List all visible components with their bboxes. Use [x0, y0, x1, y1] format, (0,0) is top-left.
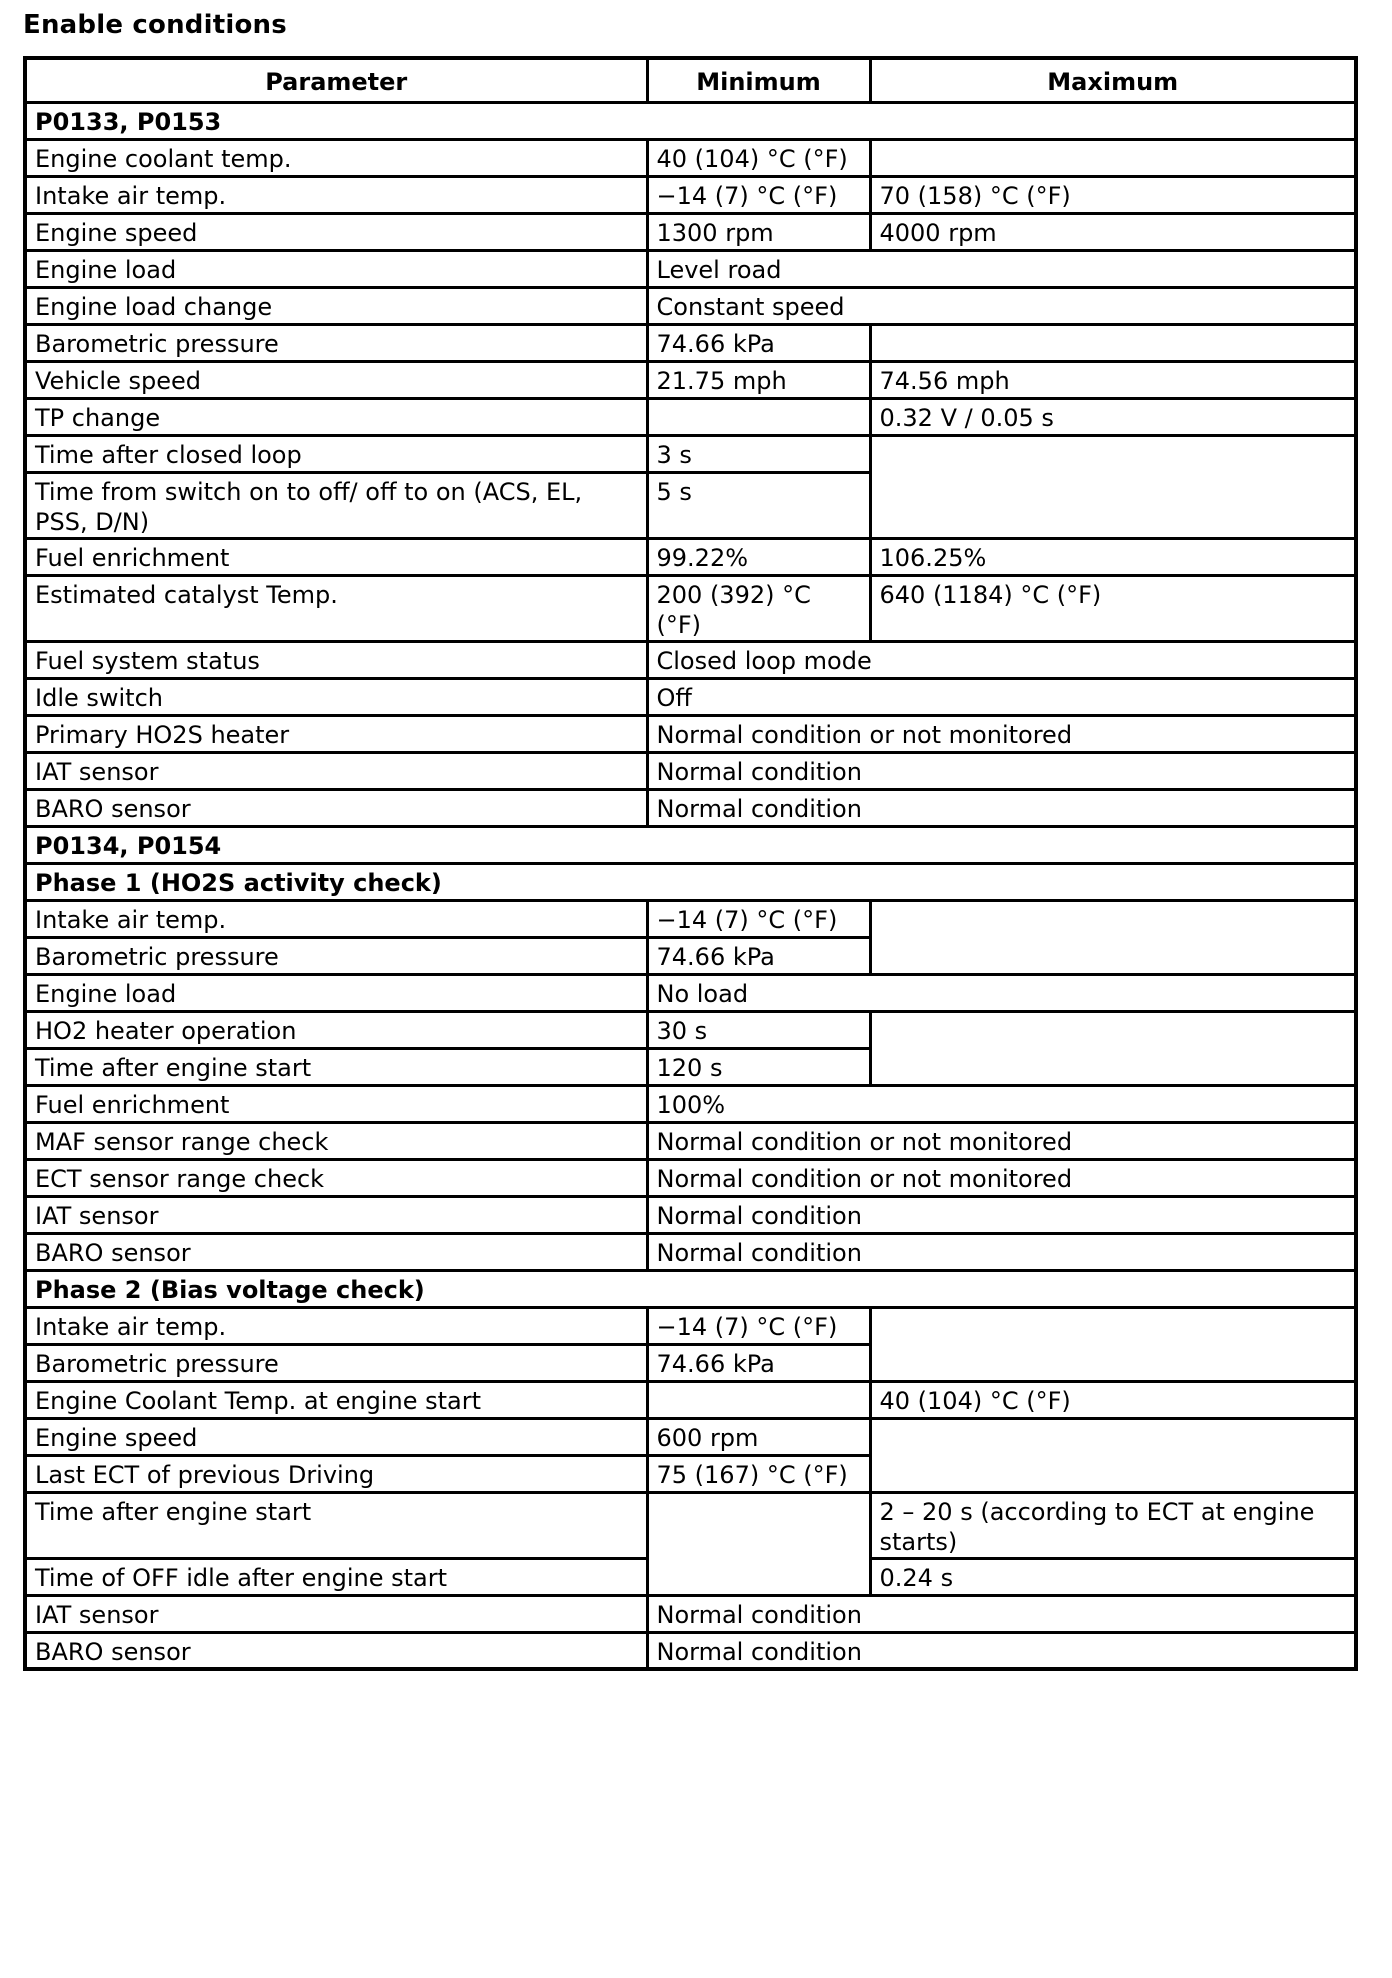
- enable-conditions-table: [23, 56, 1358, 1671]
- parameter-cell: Barometric pressure: [25, 1344, 647, 1381]
- parameter-cell: IAT sensor: [25, 1595, 647, 1632]
- value-cell: Normal condition or not monitored: [647, 715, 1356, 752]
- table-row: [25, 213, 1356, 250]
- value-cell: Closed loop mode: [647, 641, 1356, 678]
- parameter-cell: BARO sensor: [25, 1632, 647, 1669]
- table-row: [25, 575, 1356, 641]
- value-cell: No load: [647, 974, 1356, 1011]
- section-row: [25, 102, 1356, 139]
- maximum-cell: 70 (158) °C (°F): [870, 176, 1356, 213]
- table-row: [25, 678, 1356, 715]
- parameter-cell: Engine Coolant Temp. at engine start: [25, 1381, 647, 1418]
- value-cell: 100%: [647, 1085, 1356, 1122]
- maximum-cell: [870, 1307, 1356, 1381]
- phase-heading: Phase 1 (HO2S activity check): [25, 863, 1356, 900]
- table-row: [25, 1122, 1356, 1159]
- table-row: [25, 715, 1356, 752]
- section-heading: P0133, P0153: [25, 102, 1356, 139]
- parameter-cell: Time from switch on to off/ off to on (ACS, EL, PSS, D/N): [25, 472, 647, 538]
- table-row: [25, 538, 1356, 575]
- minimum-cell: 21.75 mph: [647, 361, 870, 398]
- parameter-cell: Barometric pressure: [25, 937, 647, 974]
- parameter-cell: MAF sensor range check: [25, 1122, 647, 1159]
- table-row: [25, 789, 1356, 826]
- value-cell: Normal condition or not monitored: [647, 1159, 1356, 1196]
- table-row: [25, 361, 1356, 398]
- parameter-cell: Barometric pressure: [25, 324, 647, 361]
- value-cell: Constant speed: [647, 287, 1356, 324]
- table-row: [25, 1233, 1356, 1270]
- value-cell: Normal condition or not monitored: [647, 1122, 1356, 1159]
- minimum-cell: [647, 1381, 870, 1418]
- parameter-cell: Fuel enrichment: [25, 1085, 647, 1122]
- parameter-cell: ECT sensor range check: [25, 1159, 647, 1196]
- maximum-cell: 0.32 V / 0.05 s: [870, 398, 1356, 435]
- minimum-cell: 120 s: [647, 1048, 870, 1085]
- minimum-cell: 99.22%: [647, 538, 870, 575]
- minimum-cell: 74.66 kPa: [647, 324, 870, 361]
- minimum-cell: [647, 1492, 870, 1595]
- header-row: [25, 58, 1356, 102]
- minimum-cell: 74.66 kPa: [647, 1344, 870, 1381]
- parameter-cell: Idle switch: [25, 678, 647, 715]
- minimum-cell: 600 rpm: [647, 1418, 870, 1455]
- table-row: [25, 900, 1356, 937]
- maximum-cell: 74.56 mph: [870, 361, 1356, 398]
- parameter-cell: Intake air temp.: [25, 1307, 647, 1344]
- parameter-cell: BARO sensor: [25, 1233, 647, 1270]
- page-title: Enable conditions: [23, 10, 287, 40]
- parameter-cell: TP change: [25, 398, 647, 435]
- value-cell: Normal condition: [647, 1196, 1356, 1233]
- table-row: [25, 752, 1356, 789]
- parameter-cell: Intake air temp.: [25, 176, 647, 213]
- maximum-cell: 4000 rpm: [870, 213, 1356, 250]
- parameter-cell: Time of OFF idle after engine start: [25, 1558, 647, 1595]
- table-row: [25, 1011, 1356, 1048]
- value-cell: Normal condition: [647, 1595, 1356, 1632]
- minimum-cell: 75 (167) °C (°F): [647, 1455, 870, 1492]
- maximum-cell: [870, 1011, 1356, 1085]
- section-row: [25, 826, 1356, 863]
- minimum-cell: 1300 rpm: [647, 213, 870, 250]
- parameter-cell: Engine load: [25, 250, 647, 287]
- table-row: [25, 1196, 1356, 1233]
- table-row: [25, 1159, 1356, 1196]
- parameter-cell: Engine speed: [25, 213, 647, 250]
- maximum-cell: 106.25%: [870, 538, 1356, 575]
- header-maximum: Maximum: [870, 58, 1356, 102]
- table-row: [25, 398, 1356, 435]
- table-row: [25, 1418, 1356, 1455]
- table-row: [25, 324, 1356, 361]
- minimum-cell: −14 (7) °C (°F): [647, 1307, 870, 1344]
- parameter-cell: Vehicle speed: [25, 361, 647, 398]
- table-row: [25, 250, 1356, 287]
- table-row: [25, 1085, 1356, 1122]
- maximum-cell: 40 (104) °C (°F): [870, 1381, 1356, 1418]
- parameter-cell: IAT sensor: [25, 752, 647, 789]
- value-cell: Normal condition: [647, 789, 1356, 826]
- maximum-cell: [870, 1418, 1356, 1492]
- parameter-cell: Intake air temp.: [25, 900, 647, 937]
- parameter-cell: Time after closed loop: [25, 435, 647, 472]
- parameter-cell: Estimated catalyst Temp.: [25, 575, 647, 641]
- value-cell: Normal condition: [647, 1632, 1356, 1669]
- minimum-cell: [647, 398, 870, 435]
- value-cell: Normal condition: [647, 1233, 1356, 1270]
- parameter-cell: Fuel system status: [25, 641, 647, 678]
- table-row: [25, 1307, 1356, 1344]
- parameter-cell: Fuel enrichment: [25, 538, 647, 575]
- parameter-cell: HO2 heater operation: [25, 1011, 647, 1048]
- minimum-cell: 40 (104) °C (°F): [647, 139, 870, 176]
- value-cell: Off: [647, 678, 1356, 715]
- parameter-cell: Engine coolant temp.: [25, 139, 647, 176]
- table-row: [25, 287, 1356, 324]
- parameter-cell: Time after engine start: [25, 1048, 647, 1085]
- parameter-cell: Engine speed: [25, 1418, 647, 1455]
- maximum-cell: [870, 435, 1356, 538]
- table-row: [25, 1381, 1356, 1418]
- table-row: [25, 974, 1356, 1011]
- section-row: [25, 863, 1356, 900]
- phase-heading: Phase 2 (Bias voltage check): [25, 1270, 1356, 1307]
- header-parameter: Parameter: [25, 58, 647, 102]
- value-cell: Normal condition: [647, 752, 1356, 789]
- table-row: [25, 176, 1356, 213]
- minimum-cell: 3 s: [647, 435, 870, 472]
- parameter-cell: Engine load: [25, 974, 647, 1011]
- table-row: [25, 1595, 1356, 1632]
- minimum-cell: 30 s: [647, 1011, 870, 1048]
- maximum-cell: 0.24 s: [870, 1558, 1356, 1595]
- parameter-cell: BARO sensor: [25, 789, 647, 826]
- maximum-cell: [870, 900, 1356, 974]
- section-heading: P0134, P0154: [25, 826, 1356, 863]
- parameter-cell: Engine load change: [25, 287, 647, 324]
- parameter-cell: IAT sensor: [25, 1196, 647, 1233]
- minimum-cell: −14 (7) °C (°F): [647, 900, 870, 937]
- parameter-cell: Time after engine start: [25, 1492, 647, 1558]
- table-row: [25, 1632, 1356, 1669]
- table-row: [25, 435, 1356, 472]
- value-cell: Level road: [647, 250, 1356, 287]
- header-minimum: Minimum: [647, 58, 870, 102]
- maximum-cell: 640 (1184) °C (°F): [870, 575, 1356, 641]
- table-row: [25, 139, 1356, 176]
- minimum-cell: 200 (392) °C (°F): [647, 575, 870, 641]
- section-row: [25, 1270, 1356, 1307]
- maximum-cell: [870, 139, 1356, 176]
- maximum-cell: 2 – 20 s (according to ECT at engine starts): [870, 1492, 1356, 1558]
- table-row: [25, 641, 1356, 678]
- table-row: [25, 1492, 1356, 1558]
- minimum-cell: 74.66 kPa: [647, 937, 870, 974]
- minimum-cell: −14 (7) °C (°F): [647, 176, 870, 213]
- maximum-cell: [870, 324, 1356, 361]
- minimum-cell: 5 s: [647, 472, 870, 538]
- parameter-cell: Primary HO2S heater: [25, 715, 647, 752]
- parameter-cell: Last ECT of previous Driving: [25, 1455, 647, 1492]
